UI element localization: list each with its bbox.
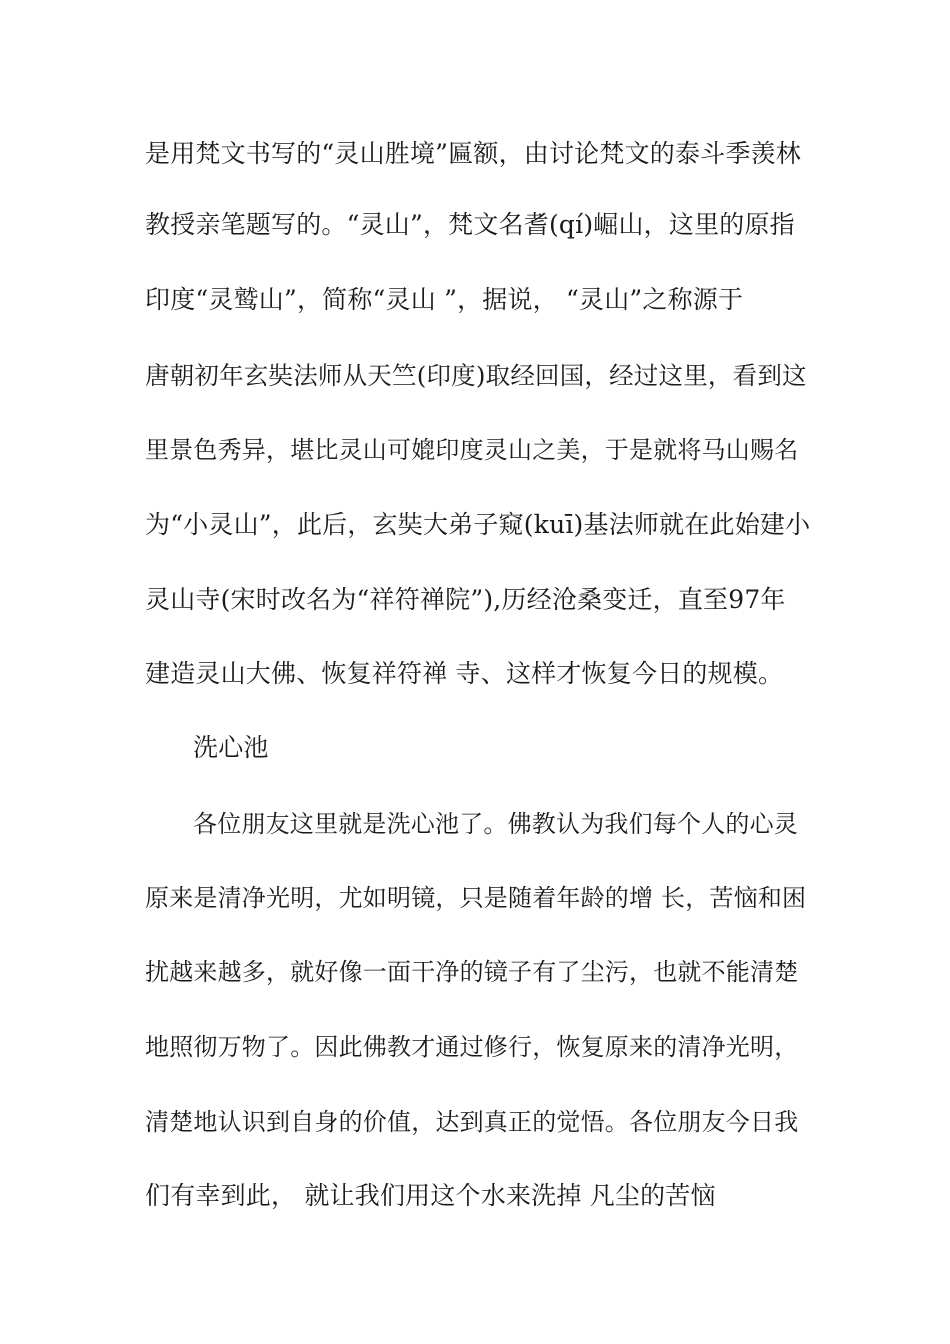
text-line-8: 建造灵山大佛、恢复祥符禅 寺、这样才恢复今日的规模。 (145, 659, 784, 688)
text-line-15: 们有幸到此， 就让我们用这个水来洗掉 凡尘的苦恼 (145, 1181, 716, 1210)
text-line-1: 是用梵文书写的“灵山胜境”匾额，由讨论梵文的泰斗季羡林 (145, 139, 801, 168)
text-line-10: 各位朋友这里就是洗心池了。佛教认为我们每个人的心灵 (193, 810, 798, 838)
text-line-14: 清楚地认识到自身的价值，达到真正的觉悟。各位朋友今日我 (145, 1108, 799, 1136)
text-line-13: 地照彻万物了。因此佛教才通过修行，恢复原来的清净光明， (145, 1033, 799, 1061)
text-line-2: 教授亲笔题写的。“灵山”，梵文名耆(qí)崛山，这里的原指 (145, 210, 795, 239)
section-heading: 洗心池 (193, 733, 269, 762)
text-line-3: 印度“灵鹫山”，简称“灵山 ”，据说， “灵山”之称源于 (145, 285, 744, 314)
text-line-4: 唐朝初年玄奘法师从天竺(印度)取经回国，经过这里，看到这 (145, 361, 807, 390)
text-line-12: 扰越来越多，就好像一面干净的镜子有了尘污，也就不能清楚 (145, 958, 799, 986)
text-line-7: 灵山寺(宋时改名为“祥符禅院”),历经沧桑变迁，直至97年 (145, 585, 786, 614)
text-line-6: 为“小灵山”，此后，玄奘大弟子窥(kuī)基法师就在此始建小 (145, 510, 811, 539)
text-line-11: 原来是清净光明，尤如明镜，只是随着年龄的增 长，苦恼和困 (145, 884, 807, 912)
text-line-5: 里景色秀异，堪比灵山可媲印度灵山之美，于是就将马山赐名 (145, 436, 799, 464)
